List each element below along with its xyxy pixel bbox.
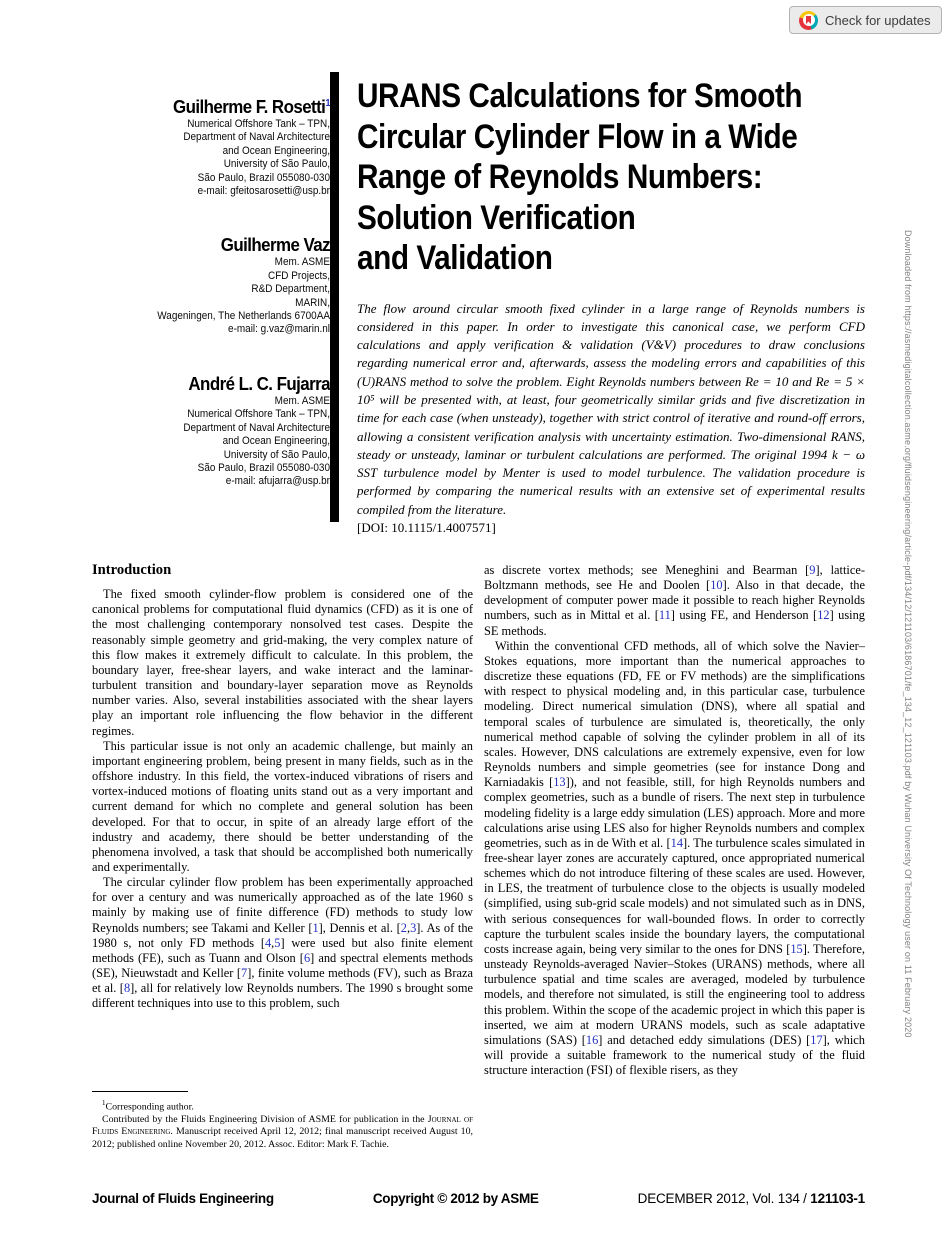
citation-link[interactable]: 9 <box>809 563 816 577</box>
body-paragraph: This particular issue is not only an academic challenge, but mainly an important engineering problem, being present in many fields, such as in the offshore industry. In this field, the vortex-induced vibrations of risers and vortex-induced motions of floating units stand out as a very important and current demand for which no complete and general solution has been developed. For that to occur, in spite of an already large effort of the industry and academy, there should be better understanding of the phenomena involved, a task that should be accomplished both numerically and experimentally. <box>92 738 473 874</box>
crossmark-icon <box>799 11 818 30</box>
citation-link[interactable]: 7 <box>241 966 248 981</box>
affiliation-line: R&D Department, <box>251 283 330 296</box>
paper-title <box>357 76 865 279</box>
author-block <box>106 93 330 489</box>
citation-link[interactable]: 2 <box>400 920 407 935</box>
author-2-name: Guilherme Vaz <box>220 235 330 256</box>
download-watermark: Downloaded from https://asmedigitalcollection.asme.org/fluidsengineering/article-pdf/134/12/121103/6186701/fe_134_12_121103.pdf by Wuhan University Of Technology user on 11 February 2020 <box>903 230 913 1038</box>
affiliation-line: Department of Naval Architecture <box>183 421 330 434</box>
citation-link[interactable]: 5 <box>274 935 281 950</box>
citation-link[interactable]: 10 <box>710 578 723 593</box>
affiliation-line: and Ocean Engineering, <box>222 435 330 448</box>
section-heading-introduction: Introduction <box>92 562 172 578</box>
right-column-paragraphs <box>484 563 865 1078</box>
author-2-affiliation <box>106 256 330 336</box>
paper-title-line: Solution Verification <box>357 198 636 237</box>
left-column <box>92 563 473 1012</box>
right-column <box>484 563 865 1078</box>
citation-link[interactable]: 6 <box>303 950 311 965</box>
page-footer <box>92 1191 865 1206</box>
title-divider-bar <box>330 72 339 522</box>
citation-link[interactable]: 14 <box>670 835 684 850</box>
footnote-corresponding-author: $^1$Corresponding author. <box>102 1099 194 1113</box>
citation-link[interactable]: 17 <box>810 1032 823 1047</box>
paper-title-line: URANS Calculations for Smooth <box>357 77 803 115</box>
left-column-paragraphs <box>92 587 473 1011</box>
author-1 <box>106 93 330 198</box>
affiliation-line: and Ocean Engineering, <box>222 144 330 157</box>
footnote-rule <box>92 1091 188 1092</box>
doi[interactable]: [DOI: 10.1115/1.4007571] <box>357 520 496 536</box>
citation-link[interactable]: 15 <box>790 941 803 956</box>
abstract: The flow around circular smooth fixed cylinder in a large range of Reynolds numbers is considered in this paper. In order to investigate this canonical case, we perform CFD calculations and apply verification & validation (V&V) procedures to draw conclusions regarding numerical error and, afterwards, assess the modeling errors and capabilities of this (U)RANS method to solve the problem. Eight Reynolds numbers between Re = 10 and Re = 5 × 10⁵ will be presented with, at least, four geometrically similar grids and five discretization in time for each case (when unsteady), together with strict control of iterative and round-off errors, allowing a consistent verification analysis with uncertainty estimation. Two-dimensional RANS, steady or unsteady, laminar or turbulent calculations are performed. The original 1994 k − ω SST turbulence model by Menter is used to model turbulence. The validation procedure is performed by comparing the numerical results with an extensive set of experimental results compiled from the literature. <box>357 300 865 517</box>
paper-title-line: Range of Reynolds Numbers: <box>357 158 763 196</box>
citation-link[interactable]: 8 <box>123 981 131 996</box>
citation-link[interactable]: 4 <box>264 935 272 950</box>
author-3 <box>106 370 330 489</box>
body-paragraph: The circular cylinder flow problem has been experimentally approached for over a century and was numerically approached as of the late 1960 s mainly by making use of finite difference (FD) methods to study low Reynolds numbers; see Takami and Keller [1], Dennis et al. [2,3]. As of the 1980 s, not only FD methods [4,5] were used but also finite element methods (FE), such as Tuann and Olson [6] and spectral elements methods (SE), Nieuwstadt and Keller [7], finite volume methods (FV), such as Braza et al. [8], all for relatively low Reynolds numbers. The 1990 s brought some different techniques into use to this problem, such <box>92 875 474 1011</box>
body-paragraph: as discrete vortex methods; see Meneghini and Bearman [9], lattice-Boltzmann methods, see He and Doolen [10]. Also in that decade, the development of computer power made it possible to reach higher Reynolds numbers, such as in Mittal et al. [11] using FE, and Henderson [12] using SE methods. <box>484 563 865 638</box>
citation-link[interactable]: 1 <box>312 920 319 935</box>
affiliation-line: Numerical Offshore Tank – TPN, <box>187 408 330 421</box>
affiliation-line: MARIN, <box>295 296 330 309</box>
citation-link[interactable]: 16 <box>585 1032 599 1047</box>
check-for-updates-button[interactable] <box>789 6 942 34</box>
footnote-contribution: Contributed by the Fluids Engineering Division of ASME for publication in the Journal of Fluids Engineering. Manuscript received April 12, 2012; final manuscript received August 10, 2012; published online November 20, 2012. Assoc. Editor: Mark F. Tachie. <box>92 1113 474 1150</box>
citation-link[interactable]: 11 <box>658 608 671 623</box>
check-for-updates-label: Check for updates <box>825 12 931 28</box>
footer-issue-page: DECEMBER 2012, Vol. 134 / 121103-1 <box>637 1191 865 1206</box>
affiliation-line: University of São Paulo, <box>223 158 330 171</box>
affiliation-line: University of São Paulo, <box>223 448 330 461</box>
journal-name-smallcaps: Journal of Fluids Engineering <box>92 1113 473 1138</box>
author-1-name: Guilherme F. Rosetti$^1$ <box>173 97 330 117</box>
citation-link[interactable]: 3 <box>410 920 417 935</box>
affiliation-line: São Paulo, Brazil 055080-030 <box>197 461 330 474</box>
affiliation-line: e-mail: gfeitosarosetti@usp.br <box>197 185 330 198</box>
author-3-affiliation <box>106 395 330 489</box>
affiliation-line: Numerical Offshore Tank – TPN, <box>187 118 330 130</box>
author-1-affiliation <box>106 118 330 198</box>
affiliation-line: CFD Projects, <box>268 269 330 282</box>
body-paragraph: The fixed smooth cylinder-flow problem is considered one of the canonical problems for computational fluid dynamics (CFD) as it is one of the most challenging contemporary nonsolved test cases. Despite the reasonably simple geometry and grid-making, the very complex nature of this flow makes it extremely difficult to calculate. In this problem, the boundary layer, free-shear layers, and wake interact and the laminar-turbulent transition and boundary-layer separation move as Reynolds number varies. Also, several instabilities associated with the shear layers play an important role influencing the flow behavior in the different regimes. <box>92 587 473 738</box>
footnote <box>92 1091 473 1151</box>
author-3-name: André L. C. Fujarra <box>188 373 330 394</box>
affiliation-line: Mem. ASME <box>274 394 330 407</box>
footer-journal-name: Journal of Fluids Engineering <box>92 1191 274 1206</box>
footer-page-number: 121103-1 <box>810 1191 865 1206</box>
affiliation-line: e-mail: g.vaz@marin.nl <box>228 323 330 336</box>
citation-link[interactable]: 13 <box>553 775 566 790</box>
author-2 <box>106 231 330 336</box>
title-block <box>357 76 865 536</box>
footer-copyright: Copyright © 2012 by ASME <box>372 1191 539 1206</box>
affiliation-line: São Paulo, Brazil 055080-030 <box>197 171 330 184</box>
affiliation-line: Mem. ASME <box>274 256 330 269</box>
paper-title-line: Circular Cylinder Flow in a Wide <box>357 117 798 156</box>
paper-title-line: and Validation <box>357 239 553 277</box>
affiliation-line: e-mail: afujarra@usp.br <box>225 475 330 488</box>
body-paragraph: Within the conventional CFD methods, all of which solve the Navier–Stokes equations, more important than the numerical approaches to discretize these equations (FD, FE or FV methods) are the simplifications with respect to physical modeling and, in this particular case, turbulence modeling. Direct numerical simulation (DNS), where all spatial and temporal scales of turbulence are simulated is, theoretically, the only numerical method capable of solving the cylinder problem in all of its scales. However, DNS calculations are extremely expensive, even for low Reynolds numbers and simple geometries (see for instance Dong and Karniadakis [13]), and not feasible, still, for high Reynolds numbers and complex geometries, such as a bundle of risers. The next step in turbulence modeling fidelity is a large eddy simulation (LES) approach. More and more calculations arise using LES also for higher Reynolds numbers and complex geometries, such as in de With et al. [14]. The turbulence scales simulated in free-shear layer zones are accurately captured, once appropriated numerical schemes which do not introduce filtering of these scales are used. However, in LES, the treatment of turbulence close to the objects is usually modeled (simplified, using sub-grid scale models) and not simulated such as in DNS, with serious consequences for wall-bounded flows. In order to correctly capture the turbulent scales inside the boundary layers, the computational costs increase again, being very similar to the ones for DNS [15]. Therefore, unsteady Reynolds-averaged Navier–Stokes (URANS) methods, where all turbulence spatial and time scales are averaged, modeled by turbulence models, and therefore not simulated, is still the engineering tool to address this problem. Within the scope of the academic project in which this paper is inserted, we aim at modern URANS models, such as scale adaptative simulations (SAS) [16] and detached eddy simulations (DES) [17], which will provide a suitable framework to the numerical study of the fluid structure interaction (FSI) of flexible risers, as they <box>484 638 865 1078</box>
affiliation-line: Department of Naval Architecture <box>183 131 330 144</box>
author-1-footnote-marker[interactable]: 1 <box>325 98 330 109</box>
affiliation-line: Wageningen, The Netherlands 6700AA <box>157 310 330 323</box>
citation-link[interactable]: 12 <box>817 608 830 623</box>
